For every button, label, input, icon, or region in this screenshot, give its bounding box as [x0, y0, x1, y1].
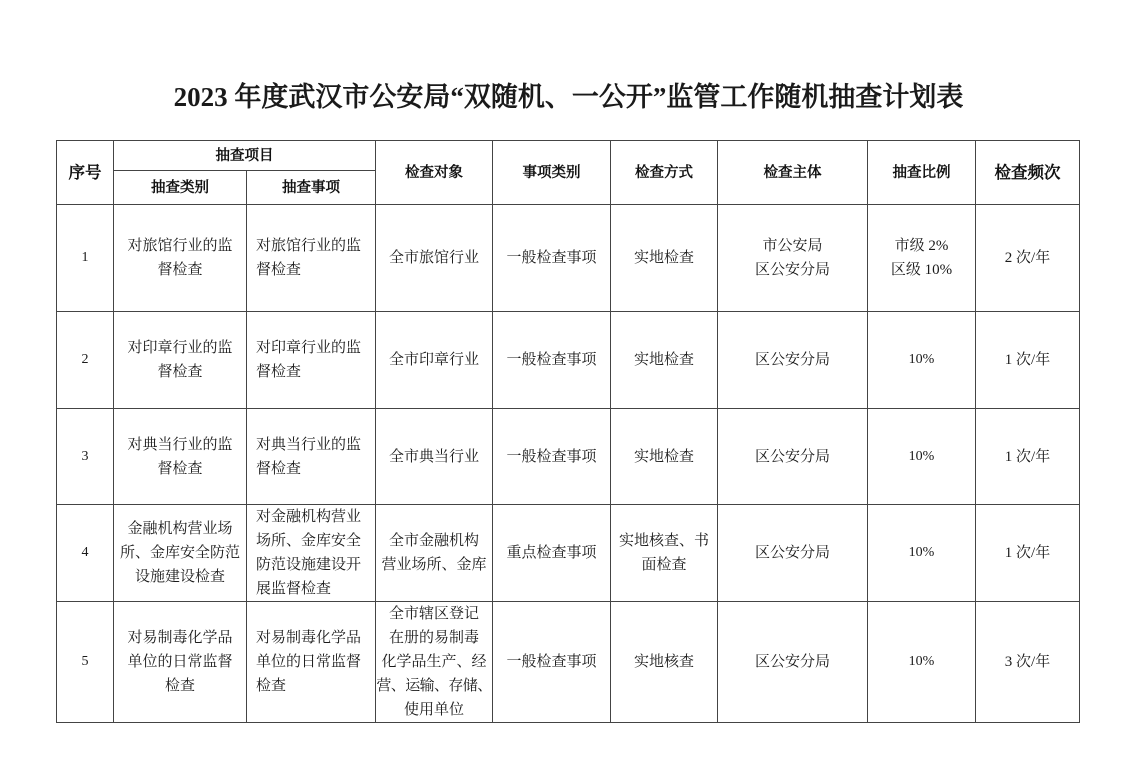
cell-matter	[247, 602, 376, 723]
cell-line: 督检查	[157, 364, 203, 380]
header-matter: 抽查事项	[247, 171, 376, 205]
cell-line: 使用单位	[403, 702, 464, 718]
cell-line: 面检查	[641, 557, 687, 573]
cell-ratio	[868, 205, 976, 312]
cell-ratio: 10%	[868, 505, 976, 602]
cell-ratio: 10%	[868, 312, 976, 409]
cell-target: 全市旅馆行业	[376, 205, 493, 312]
cell-subject: 区公安分局	[718, 409, 868, 505]
cell-matter-type: 重点检查事项	[493, 505, 611, 602]
cell-matter	[247, 409, 376, 505]
cell-category	[114, 602, 247, 723]
cell-line: 对典当行业的监	[256, 436, 362, 453]
cell-line: 展监督检查	[256, 581, 332, 597]
cell-line: 所、金库安全防范	[119, 545, 240, 561]
cell-matter	[247, 205, 376, 312]
cell-index: 3	[57, 409, 114, 505]
cell-line: 单位的日常监督	[256, 654, 362, 670]
cell-line: 检查	[256, 678, 287, 694]
cell-method: 实地检查	[611, 205, 718, 312]
cell-subject: 区公安分局	[718, 602, 868, 723]
cell-line: 督检查	[256, 460, 302, 477]
cell-target	[376, 602, 493, 723]
cell-matter-type: 一般检查事项	[493, 312, 611, 409]
cell-line: 检查	[164, 678, 195, 694]
cell-line: 市公安局	[762, 238, 823, 254]
header-item-group: 抽查项目	[114, 141, 376, 171]
table-row	[57, 312, 1080, 409]
cell-matter-type: 一般检查事项	[493, 602, 611, 723]
header-target: 检查对象	[376, 141, 493, 205]
cell-line: 在册的易制毒	[388, 630, 479, 646]
cell-subject: 区公安分局	[718, 312, 868, 409]
cell-frequency: 3 次/年	[976, 602, 1080, 723]
header-subject: 检查主体	[718, 141, 868, 205]
cell-line: 营、运输、存储、	[376, 678, 492, 694]
cell-matter	[247, 312, 376, 409]
cell-line: 市级 2%	[894, 238, 949, 254]
cell-ratio: 10%	[868, 602, 976, 723]
cell-category	[114, 409, 247, 505]
cell-line: 对易制毒化学品	[256, 630, 362, 646]
header-matter-type: 事项类别	[493, 141, 611, 205]
cell-line: 对旅馆行业的监	[256, 238, 362, 254]
cell-matter	[247, 505, 376, 602]
table-body	[57, 205, 1080, 723]
cell-matter-type: 一般检查事项	[493, 205, 611, 312]
cell-line: 实地核查、书	[618, 533, 709, 549]
cell-line: 场所、金库安全	[256, 533, 362, 549]
cell-index: 2	[57, 312, 114, 409]
cell-line: 区公安分局	[754, 262, 830, 278]
cell-line: 对易制毒化学品	[127, 630, 233, 646]
cell-target: 全市印章行业	[376, 312, 493, 409]
cell-line: 设施建设检查	[134, 569, 225, 585]
cell-line: 对印章行业的监	[127, 340, 233, 356]
cell-line: 督检查	[256, 262, 302, 278]
cell-category	[114, 505, 247, 602]
header-category: 抽查类别	[114, 171, 247, 205]
cell-frequency: 1 次/年	[976, 505, 1080, 602]
table-row	[57, 409, 1080, 505]
cell-target	[376, 505, 493, 602]
cell-target: 全市典当行业	[376, 409, 493, 505]
cell-category	[114, 205, 247, 312]
header-row	[57, 141, 1080, 171]
cell-subject: 区公安分局	[718, 505, 868, 602]
table-header	[57, 141, 1080, 205]
cell-line: 区级 10%	[890, 262, 953, 278]
cell-line: 金融机构营业场	[127, 521, 233, 537]
cell-method: 实地核查	[611, 602, 718, 723]
cell-index: 4	[57, 505, 114, 602]
cell-method: 实地检查	[611, 409, 718, 505]
cell-line: 单位的日常监督	[127, 654, 233, 670]
header-index: 序号	[57, 141, 114, 205]
cell-line: 对印章行业的监	[256, 340, 362, 356]
cell-line: 全市金融机构	[388, 533, 479, 549]
cell-line: 防范设施建设开	[256, 557, 362, 573]
cell-line: 督检查	[256, 364, 302, 380]
cell-frequency: 1 次/年	[976, 312, 1080, 409]
cell-line: 营业场所、金库	[381, 557, 487, 573]
cell-ratio: 10%	[868, 409, 976, 505]
header-frequency: 检查频次	[976, 141, 1080, 205]
table-row	[57, 205, 1080, 312]
table-row	[57, 505, 1080, 602]
cell-line: 督检查	[157, 460, 203, 477]
cell-subject	[718, 205, 868, 312]
table-row	[57, 602, 1080, 723]
inspection-plan-table	[56, 140, 1080, 723]
cell-method: 实地检查	[611, 312, 718, 409]
cell-line: 对典当行业的监	[127, 436, 233, 453]
cell-method	[611, 505, 718, 602]
cell-frequency: 1 次/年	[976, 409, 1080, 505]
cell-index: 5	[57, 602, 114, 723]
cell-frequency: 2 次/年	[976, 205, 1080, 312]
cell-category	[114, 312, 247, 409]
cell-line: 全市辖区登记	[388, 606, 479, 622]
page-title: 2023 年度武汉市公安局“双随机、一公开”监管工作随机抽查计划表	[173, 82, 964, 112]
cell-matter-type: 一般检查事项	[493, 409, 611, 505]
header-method: 检查方式	[611, 141, 718, 205]
cell-index: 1	[57, 205, 114, 312]
cell-line: 对旅馆行业的监	[127, 238, 233, 254]
cell-line: 化学品生产、经	[381, 654, 487, 670]
cell-line: 对金融机构营业	[256, 509, 362, 525]
cell-line: 督检查	[157, 262, 203, 278]
header-ratio: 抽查比例	[868, 141, 976, 205]
